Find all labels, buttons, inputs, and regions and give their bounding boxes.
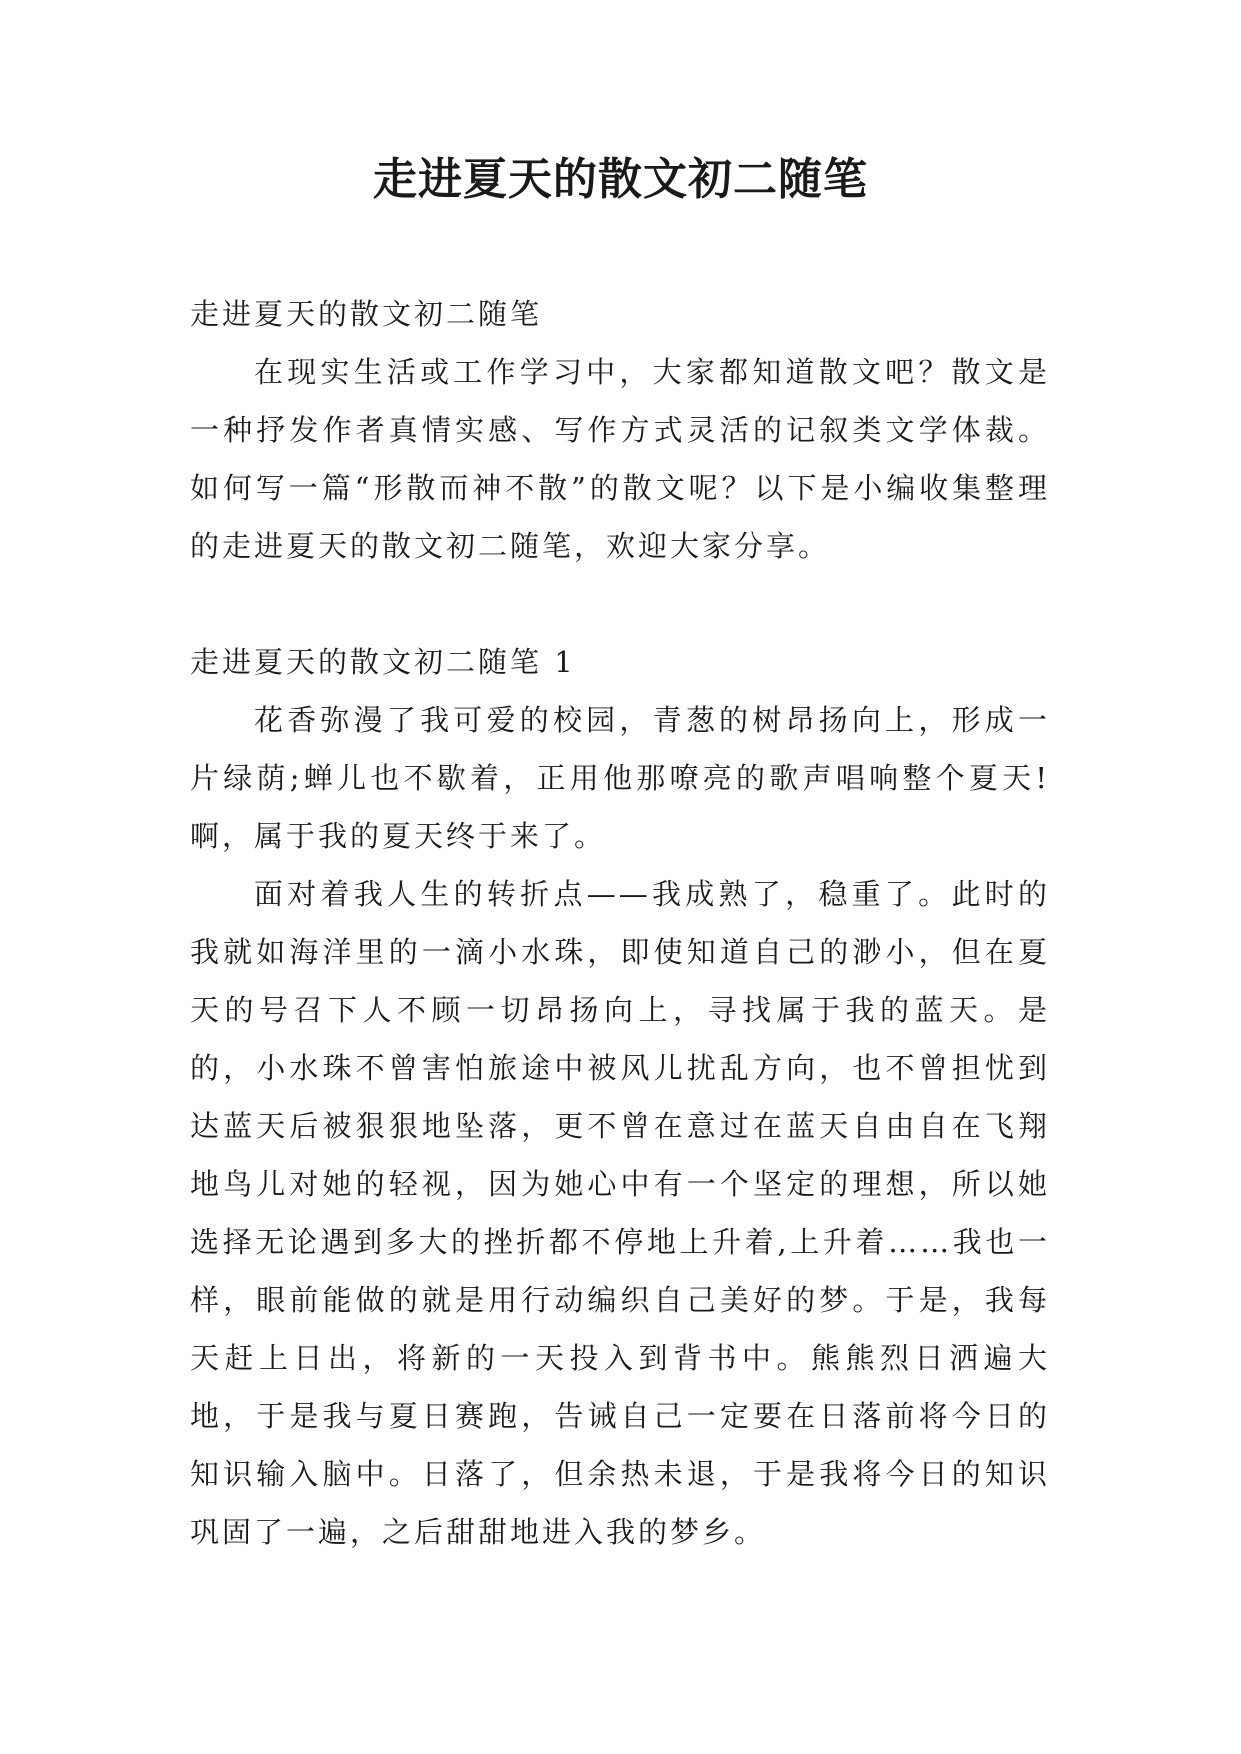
document-subtitle: 走进夏天的散文初二随笔 <box>190 297 543 331</box>
document-body <box>190 285 1050 1561</box>
body-paragraph: 面对着我人生的转折点——我成熟了，稳重了。此时的我就如海洋里的一滴小水珠，即使知道自己的渺小，但在夏天的号召下人不顾一切昂扬向上，寻找属于我的蓝天。是的，小水珠不曾害怕旅途中被风儿扰乱方向，也不曾担忧到达蓝天后被狠狠地坠落，更不曾在意过在蓝天自由自在飞翔地鸟儿对她的轻视，因为她心中有一个坚定的理想，所以她选择无论遇到多大的挫折都不停地上升着,上升着……我也一样，眼前能做的就是用行动编织自己美好的梦。于是，我每天赶上日出，将新的一天投入到背书中。熊熊烈日洒遍大地，于是我与夏日赛跑，告诫自己一定要在日落前将今日的知识输入脑中。日落了，但余热未退，于是我将今日的知识巩固了一遍，之后甜甜地进入我的梦乡。 <box>190 877 1050 1549</box>
body-paragraph: 花香弥漫了我可爱的校园，青葱的树昂扬向上，形成一片绿荫;蝉儿也不歇着，正用他那嘹亮的歌声唱响整个夏天!啊，属于我的夏天终于来了。 <box>190 703 1050 853</box>
document-title: 走进夏天的散文初二随笔 <box>373 154 868 205</box>
section-spacer <box>190 575 1050 633</box>
section-heading: 走进夏天的散文初二随笔 1 <box>190 645 576 679</box>
intro-paragraph: 在现实生活或工作学习中，大家都知道散文吧？散文是一种抒发作者真情实感、写作方式灵活的记叙类文学体裁。如何写一篇“形散而神不散”的散文呢？以下是小编收集整理的走进夏天的散文初二随笔，欢迎大家分享。 <box>190 355 1050 563</box>
